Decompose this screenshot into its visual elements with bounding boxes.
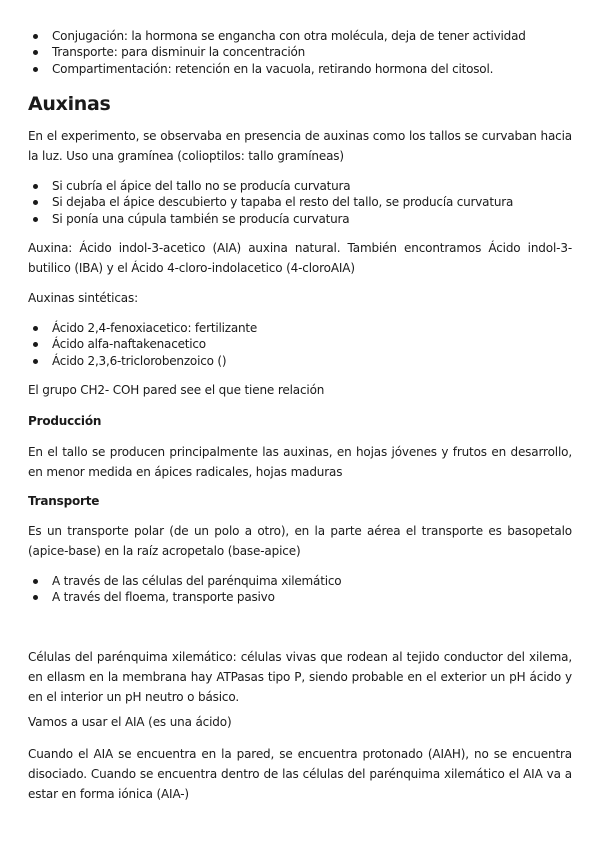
auxina-natural-paragraph: Auxina: Ácido indol-3-acetico (AIA) auxina natural. También encontramos Ácido indol-3-butilico (IBA) y el Ácido 4-cloro-indolacetico (4-cloroAIA) <box>28 241 572 275</box>
auxinas-heading: Auxinas <box>28 93 111 115</box>
top-bullet-list <box>28 28 572 77</box>
list-item: Ácido 2,4-fenoxiacetico: fertilizante <box>28 320 572 336</box>
list-item: A través de las células del parénquima xilemático <box>28 573 572 589</box>
produccion-paragraph: En el tallo se producen principalmente las auxinas, en hojas jóvenes y frutos en desarrollo, en menor medida en ápices radicales, hojas maduras <box>28 445 572 479</box>
celulas-paragraph: Células del parénquima xilemático: células vivas que rodean al tejido conductor del xilema, en ellasm en la membrana hay ATPasas tipo P, siendo probable en el exterior un pH ácido y en el interior un pH neutro o básico. <box>28 650 572 704</box>
auxinas-intro-paragraph: En el experimento, se observaba en presencia de auxinas como los tallos se curvaban hacia la luz. Uso una gramínea (colioptilos: tallo gramíneas) <box>28 129 572 163</box>
list-item: Si ponía una cúpula también se producía curvatura <box>28 211 572 227</box>
list-item: Transporte: para disminuir la concentración <box>28 44 572 60</box>
list-item: Conjugación: la hormona se engancha con otra molécula, deja de tener actividad <box>28 28 572 44</box>
list-item: Si cubría el ápice del tallo no se producía curvatura <box>28 178 572 194</box>
list-item: A través del floema, transporte pasivo <box>28 589 572 605</box>
sinteticas-bullet-list <box>28 320 572 369</box>
list-item: Ácido 2,3,6-triclorobenzoico () <box>28 353 572 369</box>
auxinas-sinteticas-label: Auxinas sintéticas: <box>28 291 138 305</box>
list-item: Compartimentación: retención en la vacuola, retirando hormona del citosol. <box>28 61 572 77</box>
grupo-paragraph: El grupo CH2- COH pared see el que tiene relación <box>28 383 325 397</box>
list-item: Ácido alfa-naftakenacetico <box>28 336 572 352</box>
transporte-heading: Transporte <box>28 494 100 508</box>
transporte-paragraph: Es un transporte polar (de un polo a otro), en la parte aérea el transporte es basopetalo (apice-base) en la raíz acropetalo (base-apice) <box>28 524 572 558</box>
aia-final-paragraph: Cuando el AIA se encuentra en la pared, se encuentra protonado (AIAH), no se encuentra disociado. Cuando se encuentra dentro de las células del parénquima xilemático el AIA va a estar en forma iónica (AIA-) <box>28 747 572 801</box>
produccion-heading: Producción <box>28 414 102 428</box>
experiment-bullet-list <box>28 178 572 227</box>
aia-paragraph: Vamos a usar el AIA (es una ácido) <box>28 715 232 729</box>
transporte-bullet-list <box>28 573 572 606</box>
list-item: Si dejaba el ápice descubierto y tapaba el resto del tallo, se producía curvatura <box>28 194 572 210</box>
